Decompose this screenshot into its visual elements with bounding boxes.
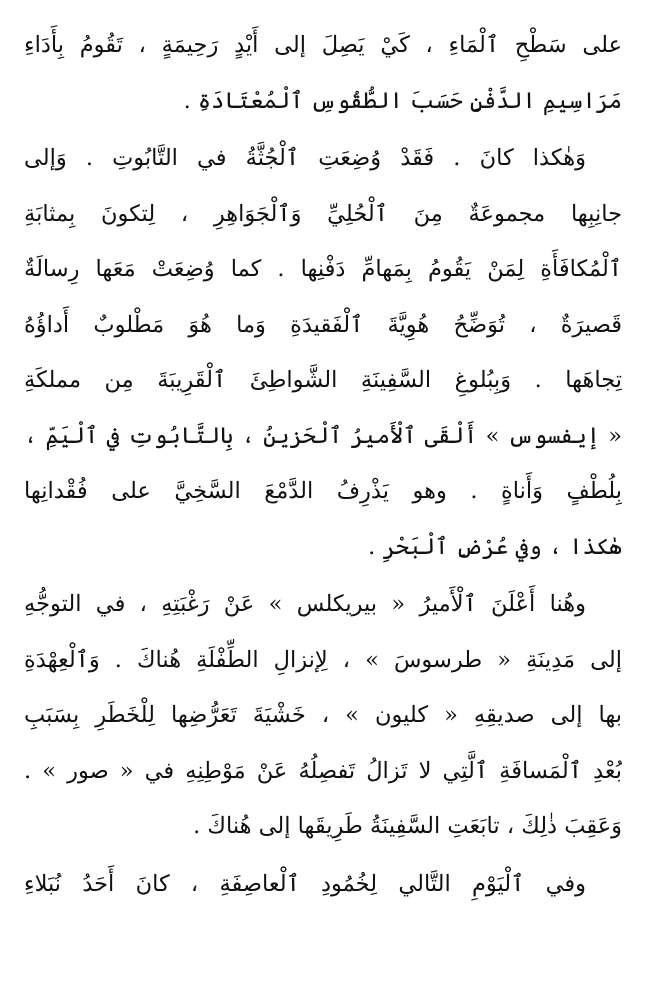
paragraph xyxy=(24,857,622,913)
text-line: ٱلْمُكافَأَةِ لِمَنْ يَقُومُ بِمَهامِّ دَفْنِها . كما وُضِعَتْ مَعَها رِسالَةٌ xyxy=(24,256,622,282)
text-line: وفي ٱلْيَوْمِ التَّالي لِخُمُودِ ٱلْعاصِفَةِ ، كانَ أَحَدُ نُبَلاءِ xyxy=(24,870,586,897)
text-line: وهُنا أَعْلَنَ ٱلْأَميرُ « بيريكلس » عَنْ رَغْبَتِهِ ، في التوجُّهِ xyxy=(24,591,586,617)
text-line: بُعْدِ ٱلْمَسافَةِ ٱلَّتِي لا تَزالُ تَفصِلُهُ عَنْ مَوْطِنِهِ في « صور » . xyxy=(24,757,622,784)
text-line: بِلُطْفٍ وَأَناةٍ . وهو يَذْرِفُ الدَّمْعَ السَّخِيَّ على فُقْدانِها xyxy=(24,478,622,504)
text-line: جانِبِها مجموعَةٌ مِنَ ٱلْحُلِيِّ وَٱلْجَوَاهِرِ ، لِتكونَ بِمثابَةِ xyxy=(24,200,622,227)
text-line: وَعَقِبَ ذٰلِكَ ، تابَعَتِ السَّفِينَةُ طَرِيقَها إلى هُناكَ . xyxy=(193,813,622,839)
text-line: وَهٰكذا كانَ . فَقَدْ وُضِعَتِ ٱلْجُثَّةُ في التَّابُوتِ . وَإلى xyxy=(24,145,586,171)
text-line: إلى مَدِينَةِ « طرسوسَ » ، لِإنزالِ الطِّفْلَةِ هُناكَ . وَٱلْعِهْدَةِ xyxy=(24,646,622,673)
text-line: على سَطْحِ ٱلْمَاءِ ، كَيْ يَصِلَ إلى أَيْدٍ رَحِيمَةٍ ، تَقُومُ بِأَدَاءِ xyxy=(24,32,622,58)
text-line: مَرَاسِيمِ الدَّفْنِ حَسَبَ الطُّقُوسِ ٱلْمُعْتَادَةِ . xyxy=(183,87,622,114)
text-line: هٰكذا ، وفي عُرْضِ ٱلْبَحْرِ . xyxy=(368,533,622,560)
text-line: بها إلى صديقِهِ « كليون » ، خَشْيَةَ تَعَرُّضِها لِلْخَطَرِ بِسَبَبِ xyxy=(24,702,622,728)
text-line: « إيفسوس » أَلْقَى ٱلْأَميرُ ٱلْحَزينُ ، بِالتَّابُوتِ في ٱلْيَمِّ ، xyxy=(24,422,622,449)
paragraph xyxy=(24,18,622,129)
text-line: قَصيرَةٌ ، تُوَضِّحُ هُوِيَّةَ ٱلْفَقيدَةِ وَما هُوَ مَطْلوبٌ أَداؤُهُ xyxy=(24,311,622,338)
text-line: تِجاهَها . وَبِبُلوغِ السَّفِينَةِ الشَّواطِئَ ٱلْقَرِيبَةَ مِن مملكَةِ xyxy=(24,367,622,393)
paragraph xyxy=(24,131,622,575)
paragraph xyxy=(24,577,622,855)
